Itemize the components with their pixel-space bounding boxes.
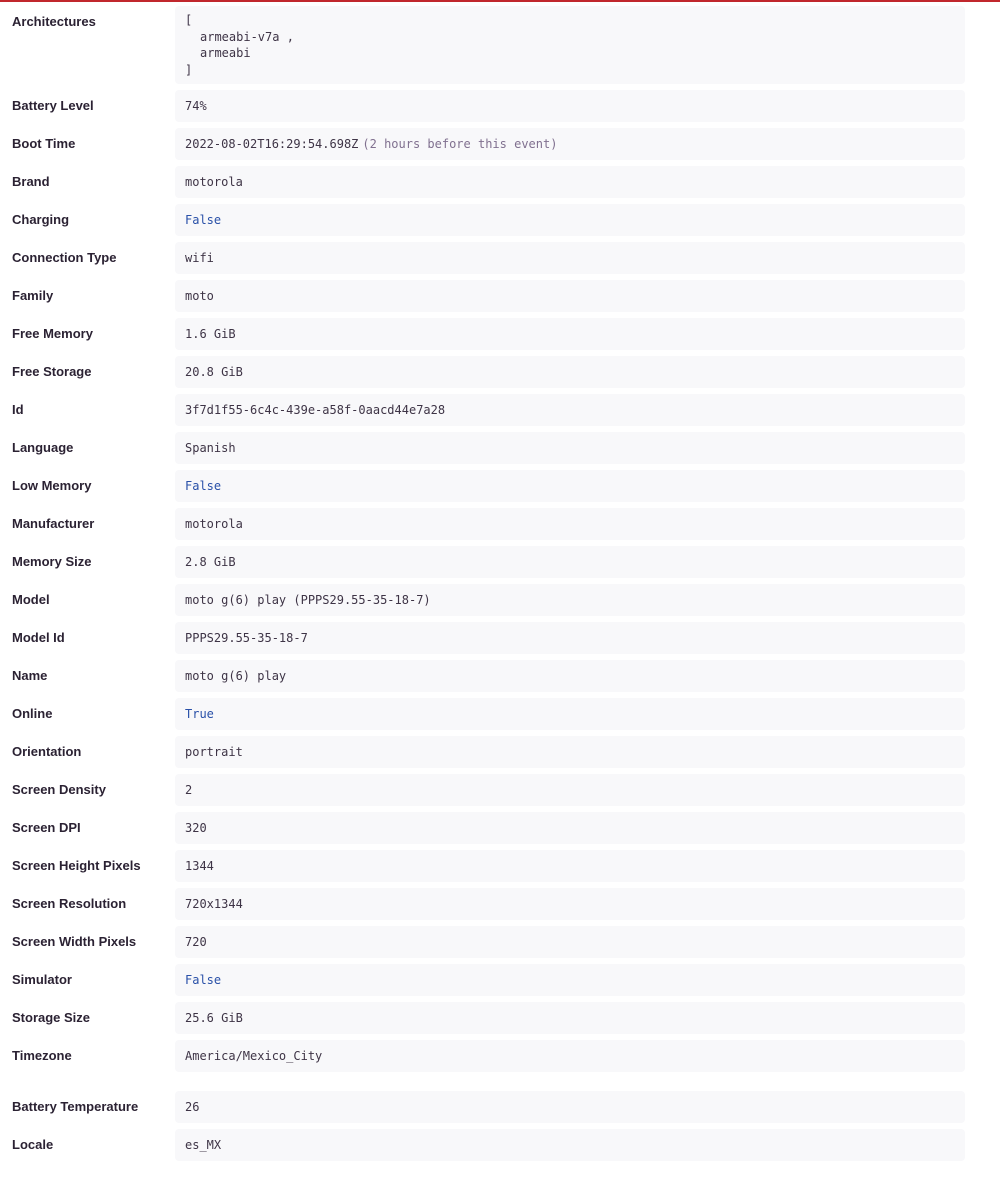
value-text: 2	[185, 783, 193, 797]
row-value	[175, 470, 965, 502]
row-screen-width-pixels	[0, 926, 1000, 958]
relative-time-note: (2 hours before this event)	[362, 137, 558, 151]
row-value	[175, 736, 965, 768]
row-label: Storage Size	[12, 1010, 91, 1025]
row-label: Name	[12, 668, 48, 683]
row-locale	[0, 1129, 1000, 1161]
row-architectures	[0, 6, 1000, 84]
row-label: Battery Temperature	[12, 1099, 139, 1114]
row-value	[175, 166, 965, 198]
row-label: Free Memory	[12, 326, 93, 341]
row-low-memory	[0, 470, 1000, 502]
row-label: Screen Density	[12, 782, 106, 797]
value-text: 74%	[185, 99, 207, 113]
row-label: Id	[12, 402, 24, 417]
row-value	[175, 1040, 965, 1072]
row-value	[175, 774, 965, 806]
value-text: 3f7d1f55-6c4c-439e-a58f-0aacd44e7a28	[185, 403, 446, 417]
value-text: 2022-08-02T16:29:54.698Z	[185, 137, 359, 151]
row-label: Low Memory	[12, 478, 92, 493]
row-screen-dpi	[0, 812, 1000, 844]
value-text: 320	[185, 821, 207, 835]
row-value	[175, 926, 965, 958]
value-text: 720	[185, 935, 207, 949]
row-value	[175, 1129, 965, 1161]
row-label: Simulator	[12, 972, 72, 987]
row-free-storage	[0, 356, 1000, 388]
row-memory-size	[0, 546, 1000, 578]
row-value	[175, 1091, 965, 1123]
row-value	[175, 318, 965, 350]
row-value	[175, 964, 965, 996]
row-label: Screen DPI	[12, 820, 81, 835]
value-text: America/Mexico_City	[185, 1049, 323, 1063]
row-label: Battery Level	[12, 98, 94, 113]
boolean-value: True	[185, 707, 214, 721]
row-value	[175, 280, 965, 312]
row-connection-type	[0, 242, 1000, 274]
row-label: Connection Type	[12, 250, 117, 265]
row-model-id	[0, 622, 1000, 654]
row-value	[175, 432, 965, 464]
row-value	[175, 584, 965, 616]
value-text: moto g(6) play	[185, 669, 287, 683]
row-family	[0, 280, 1000, 312]
row-label: Memory Size	[12, 554, 92, 569]
row-value	[175, 90, 965, 122]
row-screen-resolution	[0, 888, 1000, 920]
row-value	[175, 204, 965, 236]
row-battery-temperature	[0, 1091, 1000, 1123]
value-text: motorola	[185, 175, 243, 189]
row-label: Orientation	[12, 744, 82, 759]
row-label: Locale	[12, 1137, 54, 1152]
value-text: wifi	[185, 251, 214, 265]
row-value	[175, 698, 965, 730]
row-label: Brand	[12, 174, 50, 189]
row-timezone	[0, 1040, 1000, 1072]
value-text: 20.8 GiB	[185, 365, 243, 379]
row-value	[175, 888, 965, 920]
row-manufacturer	[0, 508, 1000, 540]
row-value	[175, 1002, 965, 1034]
row-orientation	[0, 736, 1000, 768]
boolean-value: False	[185, 213, 222, 227]
row-value	[175, 850, 965, 882]
row-model	[0, 584, 1000, 616]
row-label: Free Storage	[12, 364, 92, 379]
row-label: Charging	[12, 212, 70, 227]
row-label: Manufacturer	[12, 516, 95, 531]
row-online	[0, 698, 1000, 730]
row-language	[0, 432, 1000, 464]
row-value	[175, 394, 965, 426]
row-label: Boot Time	[12, 136, 76, 151]
array-item: armeabi	[200, 46, 251, 60]
value-text: portrait	[185, 745, 243, 759]
row-storage-size	[0, 1002, 1000, 1034]
boolean-value: False	[185, 479, 222, 493]
row-label: Online	[12, 706, 53, 721]
row-value	[175, 812, 965, 844]
array-item: armeabi-v7a ,	[200, 29, 294, 44]
array-open: [	[185, 13, 193, 27]
value-text: 25.6 GiB	[185, 1011, 243, 1025]
value-text: moto g(6) play (PPPS29.55-35-18-7)	[185, 593, 431, 607]
value-text: 2.8 GiB	[185, 555, 236, 569]
row-name	[0, 660, 1000, 692]
row-value	[175, 660, 965, 692]
boolean-value: False	[185, 973, 222, 987]
row-label: Model Id	[12, 630, 65, 645]
row-value	[175, 622, 965, 654]
row-label: Architectures	[12, 14, 96, 29]
row-value	[175, 128, 965, 160]
row-label: Family	[12, 288, 54, 303]
value-text: motorola	[185, 517, 243, 531]
row-value	[175, 508, 965, 540]
row-value	[175, 356, 965, 388]
value-text: es_MX	[185, 1138, 222, 1152]
array-close: ]	[185, 62, 193, 77]
row-simulator	[0, 964, 1000, 996]
row-screen-height-pixels	[0, 850, 1000, 882]
row-label: Timezone	[12, 1048, 72, 1063]
row-battery-level	[0, 90, 1000, 122]
row-label: Screen Height Pixels	[12, 858, 141, 873]
value-text: 1.6 GiB	[185, 327, 236, 341]
row-boot-time	[0, 128, 1000, 160]
row-label: Screen Width Pixels	[12, 934, 137, 949]
row-label: Screen Resolution	[12, 896, 127, 911]
value-text: Spanish	[185, 441, 236, 455]
value-text: 720x1344	[185, 897, 243, 911]
row-value	[175, 6, 965, 84]
row-brand	[0, 166, 1000, 198]
device-context-list	[0, 2, 1000, 1161]
row-label: Language	[12, 440, 74, 455]
value-text: moto	[185, 289, 214, 303]
value-text: 26	[185, 1100, 200, 1114]
value-text: PPPS29.55-35-18-7	[185, 631, 308, 645]
row-value	[175, 242, 965, 274]
row-free-memory	[0, 318, 1000, 350]
row-charging	[0, 204, 1000, 236]
row-label: Model	[12, 592, 50, 607]
row-id	[0, 394, 1000, 426]
row-screen-density	[0, 774, 1000, 806]
row-value	[175, 546, 965, 578]
value-text: 1344	[185, 859, 214, 873]
